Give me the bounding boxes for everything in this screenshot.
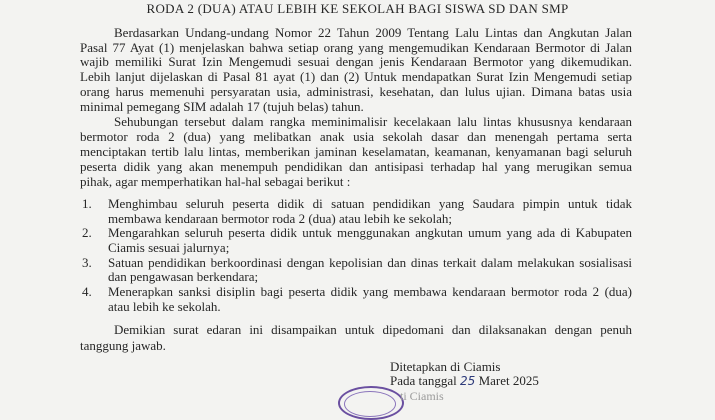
list-item-line: Menghimbau seluruh peserta didik di satuan pendidikan yang Saudara pimpin untuk tidak [108,196,632,211]
paragraph-2-line: peserta didik yang akan menempuh pendidikan dan antisipasi terhadap hal yang merugikan semua [80,159,632,174]
paragraph-2-line: Sehubungan tersebut dalam rangka meminimalisir kecelakaan lalu lintas khususnya kendaraan [114,114,632,129]
list-number: 2. [82,225,92,240]
list-item-line: membawa kendaraan bermotor roda 2 (dua) atau lebih ke sekolah; [108,211,452,226]
paragraph-1-line: orang harus memenuhi persyaratan usia, administrasi, kesehatan, dan lulus ujian. Dimana batas usia [80,84,632,99]
official-stamp-inner [344,391,396,417]
closing-line: Demikian surat edaran ini disampaikan untuk dipedomani dan dilaksanakan dengan penuh [114,322,632,337]
handwritten-day: 25 [460,374,476,388]
paragraph-2-line: pihak, agar memperhatikan hal-hal sebagai berikut : [80,174,351,189]
paragraph-2-line: menciptakan tertib lalu lintas, memberikan jaminan keselamatan, keamanan, kenyamanan bagi seluruh [80,144,632,159]
paragraph-2-line: bermotor roda 2 (dua) yang melibatkan anak usia sekolah dasar dan menengah pertama serta [80,129,632,144]
list-item-line: Ciamis sesuai jalurnya; [108,240,230,255]
date-rest: Maret 2025 [478,373,539,388]
list-item-line: atau lebih ke sekolah. [108,299,221,314]
date-prefix: Pada tanggal [390,373,457,388]
paragraph-1-line: minimal pemegang SIM adalah 17 (tujuh belas) tahun. [80,99,364,114]
closing-line: tanggung jawab. [80,338,166,353]
list-number: 3. [82,255,92,270]
list-item-line: dan pengawasan berkendara; [108,269,259,284]
paragraph-1-line: Pasal 77 Ayat (1) menjelaskan bahwa setiap orang yang mengemudikan Kendaraan Bermotor di Jalan [80,40,632,55]
signature-date [390,373,539,388]
list-number: 1. [82,196,92,211]
paragraph-1-line: Lebih lanjut dijelaskan di Pasal 81 ayat (1) dan (2) Untuk mendapatkan Surat Izin Mengemudi setiap [80,69,632,84]
list-item-line: Satuan pendidikan berkoordinasi dengan kepolisian dan dinas terkait dalam melakukan sosialisasi [108,255,632,270]
signature-place: Ditetapkan di Ciamis [390,359,501,374]
list-number: 4. [82,284,92,299]
list-item-line: Menerapkan sanksi disiplin bagi peserta didik yang membawa kendaraan bermotor roda 2 (dua) [108,284,632,299]
document-title: RODA 2 (DUA) ATAU LEBIH KE SEKOLAH BAGI SISWA SD DAN SMP [146,1,569,16]
paragraph-1-line: wajib memiliki Surat Izin Mengemudi sesuai dengan jenis Kendaraan Bermotor yang dikemudikan. [80,54,632,69]
signatory-title: ti Ciamis [400,389,444,403]
list-item-line: Mengarahkan seluruh peserta didik untuk menggunakan angkutan umum yang ada di Kabupaten [108,225,632,240]
paragraph-1-line: Berdasarkan Undang-undang Nomor 22 Tahun 2009 Tentang Lalu Lintas dan Angkutan Jalan [114,25,632,40]
